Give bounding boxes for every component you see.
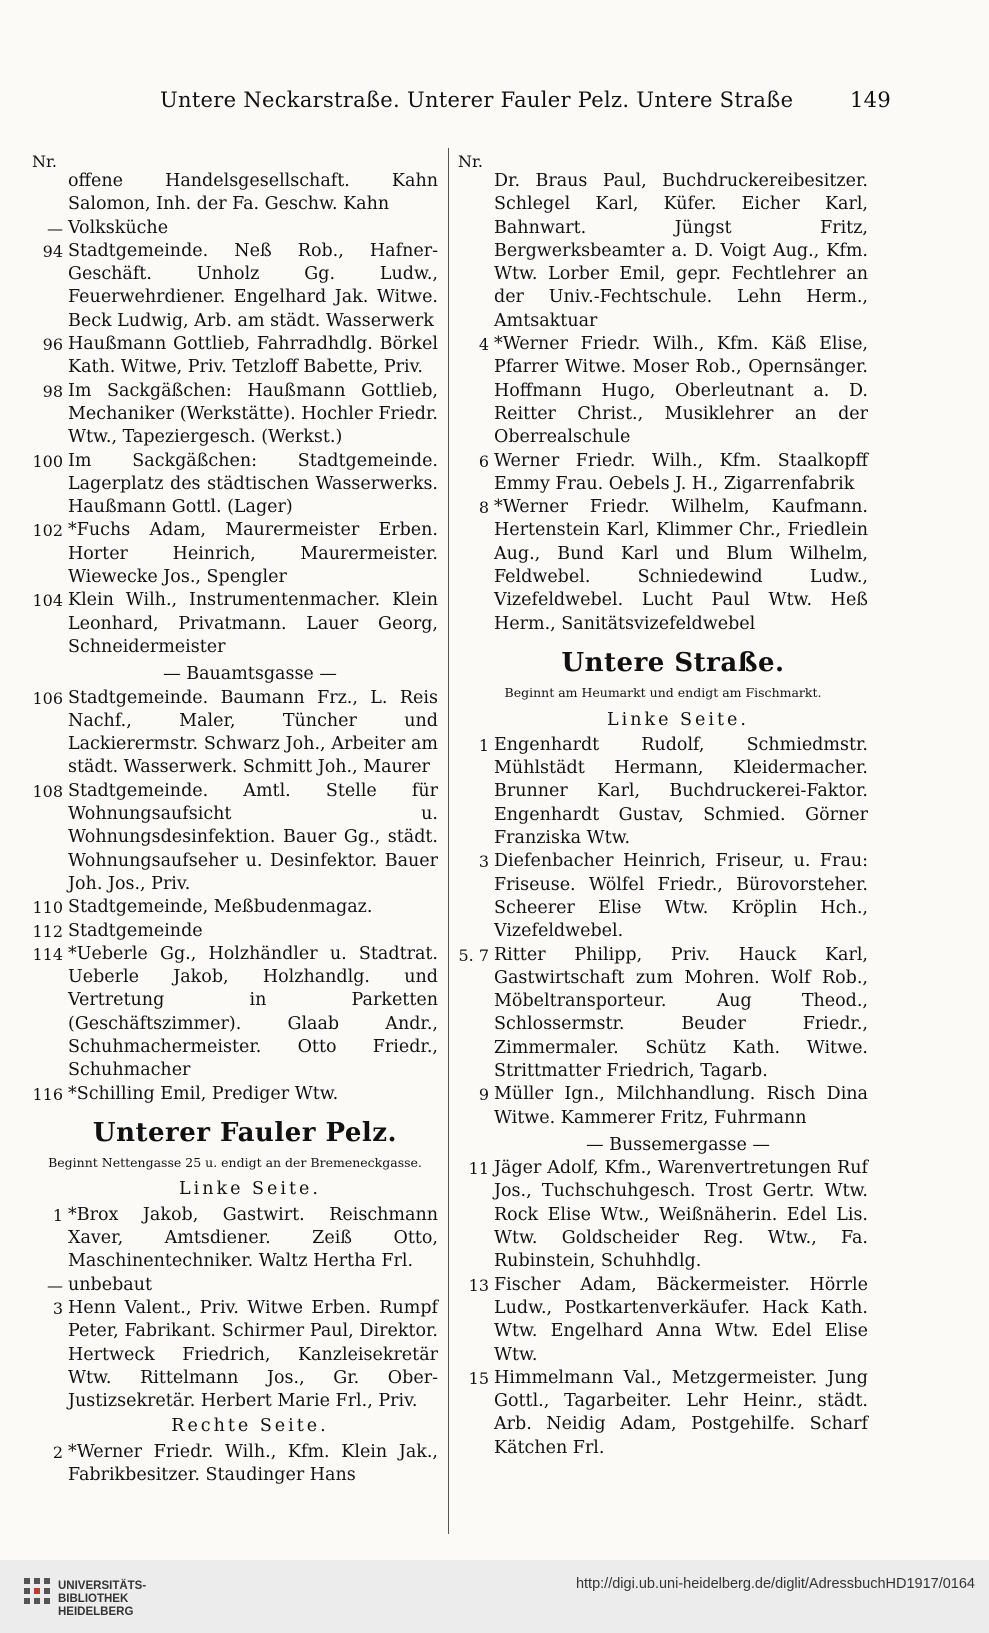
entry-text: Stadtgemeinde. Amtl. Stelle für Wohnungsaufsicht u. Wohnungsdesinfektion. Bauer Gg., städt. Wohnungsaufseher u. Desinfektor. Bauer Joh. Jos., Priv. [68, 780, 438, 894]
entry-text: unbebaut [68, 1274, 153, 1295]
address-entry [458, 944, 868, 1084]
address-entry [32, 780, 438, 896]
house-number: 3 [478, 852, 489, 872]
address-entry [458, 1083, 868, 1130]
entry-text: Stadtgemeinde [68, 920, 203, 941]
right-column [458, 150, 868, 1460]
entry-text: *Werner Friedr. Wilhelm, Kaufmann. Hertenstein Karl, Klimmer Chr., Friedlein Aug., Bund Karl und Blum Wilhelm, Feldwebel. Schniedewind Ludw., Vizefeldwebel. Lucht Paul Wtw. Heß Herm., Sanitätsvizefeldwebel [494, 497, 868, 634]
entry-text: Jäger Adolf, Kfm., Warenvertretungen Ruf Jos., Tuchschuhgesch. Trost Gertr. Wtw. Rock Elise Wtw., Weißnäherin. Edel Lis. Wtw. Goldscheider Reg. Wtw., Fa. Rubinstein, Schuhhdlg. [494, 1158, 868, 1272]
entry-text: Himmelmann Val., Metzgermeister. Jung Gottl., Tagarbeiter. Lehr Heinr., städt. Arb. Neidig Adam, Postgehilfe. Scharf Kätchen Frl. [494, 1367, 868, 1458]
entry-text: Engenhardt Rudolf, Schmiedmstr. Mühlstädt Hermann, Kleidermacher. Brunner Karl, Buchdruckerei-Faktor. Engenhardt Gustav, Schmied. Görner Franziska Wtw. [494, 734, 868, 849]
entry-text: Klein Wilh., Instrumentenmacher. Klein Leonhard, Privatmann. Lauer Georg, Schneidermeister [68, 590, 438, 657]
entry-list [458, 734, 868, 1130]
address-entry [32, 943, 438, 1083]
house-number: 112 [32, 921, 63, 941]
address-entry [458, 1367, 868, 1460]
entry-text: Im Sackgäßchen: Haußmann Gottlieb, Mechaniker (Werkstätte). Hochler Friedr. Wtw., Tapeziergesch. (Werkst.) [68, 380, 438, 448]
library-name-line: HEIDELBERG [58, 1606, 134, 1618]
section-title: Unterer Fauler Pelz. [92, 1117, 398, 1148]
house-number: 106 [32, 688, 63, 708]
street-separator: — Bauamtsgasse — [163, 664, 337, 685]
house-number: 13 [468, 1275, 489, 1295]
house-number: 102 [32, 521, 63, 541]
entry-text: *Schilling Emil, Prediger Wtw. [68, 1083, 339, 1104]
address-entry [458, 850, 868, 943]
entry-list [32, 687, 438, 1106]
library-name-line: UNIVERSITÄTS- [58, 1580, 147, 1592]
house-number: 116 [32, 1084, 63, 1104]
house-number: 3 [52, 1298, 63, 1318]
entry-list [458, 1157, 868, 1460]
library-name-line: BIBLIOTHEK [58, 1593, 129, 1605]
address-entry [458, 734, 868, 850]
entry-text: *Werner Friedr. Wilh., Kfm. Klein Jak., Fabrikbesitzer. Staudinger Hans [68, 1441, 438, 1486]
entry-text: Fischer Adam, Bäckermeister. Hörrle Ludw., Postkartenverkäufer. Hack Kath. Wtw. Engelhard Anna Wtw. Edel Elise Wtw. [494, 1274, 868, 1365]
address-entry [32, 170, 438, 217]
address-entry [32, 450, 438, 520]
house-number: 9 [478, 1085, 489, 1105]
address-entry [458, 496, 868, 636]
address-entry [32, 519, 438, 589]
entry-text: *Fuchs Adam, Maurermeister Erben. Horter Heinrich, Maurermeister. Wiewecke Jos., Spengler [68, 520, 438, 588]
entry-text: Dr. Braus Paul, Buchdruckereibesitzer. Schlegel Karl, Küfer. Eicher Karl, Bahnwart. Jüngst Fritz, Bergwerksbeamter a. D. Voigt Aug., Kfm. Wtw. Lorber Emil, gepr. Fechtlehrer an der Univ.-Fechtschule. Lehn Herm., Amtsaktuar [494, 171, 868, 331]
entry-text: *Ueberle Gg., Holzhändler u. Stadtrat. Ueberle Jakob, Holzhandlg. und Vertretung in Parketten (Geschäftszimmer). Glaab Andr., Schuhmachermeister. Otto Friedr., Schuhmacher [68, 943, 438, 1081]
house-number [458, 170, 494, 333]
section-description: Beginnt Nettengasse 25 u. endigt an der Bremeneckgasse. [48, 1155, 422, 1171]
street-separator: — Bussemergasse — [586, 1134, 770, 1155]
left-column [32, 150, 438, 1487]
address-entry [32, 217, 438, 240]
address-entry [32, 1274, 438, 1297]
section-title: Untere Straße. [561, 647, 785, 678]
address-entry [458, 170, 868, 333]
library-logo-icon [22, 1574, 52, 1616]
address-entry [458, 450, 868, 497]
library-name [58, 1580, 146, 1619]
side-label-left: Linke Seite. [607, 709, 749, 730]
house-number: 5. 7 [458, 945, 489, 965]
entry-text: Im Sackgäßchen: Stadtgemeinde. Lagerplatz des städtischen Wasserwerks. Haußmann Gottl. (Lager) [68, 450, 438, 518]
house-number: 4 [478, 335, 489, 355]
house-number: — [47, 1275, 63, 1295]
address-entry [458, 1274, 868, 1367]
address-entry [32, 1297, 438, 1413]
house-number: 110 [32, 898, 63, 918]
address-entry [32, 687, 438, 780]
entry-text: Haußmann Gottlieb, Fahrradhdlg. Börkel Kath. Witwe, Priv. Tetzloff Babette, Priv. [68, 334, 438, 378]
entry-text: Stadtgemeinde. Baumann Frz., L. Reis Nachf., Maler, Tüncher und Lackierermstr. Schwarz Joh., Arbeiter am städt. Wasserwerk. Schmitt Joh., Maurer [68, 687, 438, 778]
entry-list [32, 170, 438, 659]
address-entry [32, 920, 438, 943]
address-entry [32, 1204, 438, 1274]
address-entry [32, 333, 438, 380]
house-number: 15 [468, 1368, 489, 1388]
house-number: 114 [32, 944, 63, 964]
house-number: — [47, 218, 63, 238]
entry-text: Stadtgemeinde, Meßbudenmagaz. [68, 897, 373, 918]
address-entry [458, 333, 868, 449]
address-entry [32, 896, 438, 919]
entry-text: *Werner Friedr. Wilh., Kfm. Käß Elise, Pfarrer Witwe. Moser Rob., Opernsänger. Hoffmann Hugo, Oberleutnant a. D. Reitter Christ., Musiklehrer an der Oberrealschule [494, 334, 868, 448]
address-entry [32, 589, 438, 659]
nr-label: Nr. [458, 152, 483, 171]
house-number: 1 [478, 735, 489, 755]
address-entry [32, 1083, 438, 1106]
house-number: 2 [52, 1442, 63, 1462]
nr-label: Nr. [32, 152, 57, 171]
entry-text: Stadtgemeinde. Neß Rob., Hafner-Geschäft. Unholz Gg. Ludw., Feuerwehrdiener. Engelhard Jak. Witwe. Beck Ludwig, Arb. am städt. Wasserwerk [68, 240, 438, 331]
house-number: 98 [42, 381, 63, 401]
side-label-right: Rechte Seite. [171, 1416, 329, 1437]
house-number: 108 [32, 781, 63, 801]
address-entry [32, 240, 438, 333]
side-label-left: Linke Seite. [179, 1179, 321, 1200]
entry-text: Ritter Philipp, Priv. Hauck Karl, Gastwirtschaft zum Mohren. Wolf Rob., Möbeltransporteur. Aug Theod., Schlossermstr. Beuder Friedr., Zimmermaler. Schütz Kath. Witwe. Strittmatter Friedrich, Tagarb. [494, 944, 868, 1081]
entry-text: Diefenbacher Heinrich, Friseur, u. Frau: Friseuse. Wölfel Friedr., Bürovorsteher. Scheerer Elise Wtw. Kröplin Hch., Vizefeldwebel. [494, 851, 868, 942]
entry-text: Werner Friedr. Wilh., Kfm. Staalkopff Emmy Frau. Oebels J. H., Zigarrenfabrik [494, 450, 868, 494]
address-entry [32, 380, 438, 450]
house-number: 94 [42, 241, 63, 261]
entry-text: Volksküche [68, 217, 169, 238]
entry-text: Müller Ign., Milchhandlung. Risch Dina Witwe. Kammerer Fritz, Fuhrmann [494, 1084, 868, 1128]
house-number: 11 [468, 1159, 489, 1179]
house-number: 96 [42, 335, 63, 355]
entry-text: offene Handelsgesellschaft. Kahn Salomon, Inh. der Fa. Geschw. Kahn [68, 171, 438, 215]
address-entry [458, 1157, 868, 1273]
address-entry [32, 1441, 438, 1488]
section-description: Beginnt am Heumarkt und endigt am Fischmarkt. [504, 685, 822, 701]
entry-list [458, 170, 868, 636]
column-divider [448, 148, 449, 1534]
entry-text: *Brox Jakob, Gastwirt. Reischmann Xaver, Amtsdiener. Zeiß Otto, Maschinentechniker. Waltz Hertha Frl. [68, 1204, 438, 1272]
entry-text: Henn Valent., Priv. Witwe Erben. Rumpf Peter, Fabrikant. Schirmer Paul, Direktor. Hertweck Friedrich, Kanzleisekretär Wtw. Rittelmann Jos., Gr. Ober-Justizsekretär. Herbert Marie Frl., Priv. [68, 1297, 438, 1412]
entry-list [32, 1204, 438, 1414]
entry-list [32, 1441, 438, 1488]
house-number: 104 [32, 591, 63, 611]
footer-bar [0, 1560, 989, 1633]
house-number: 8 [478, 498, 489, 518]
source-url-link[interactable]: http://digi.ub.uni-heidelberg.de/diglit/AdressbuchHD1917/0164 [575, 1576, 975, 1592]
house-number: 1 [52, 1205, 63, 1225]
page-number: 149 [850, 88, 891, 112]
house-number: 100 [32, 451, 63, 471]
house-number [32, 170, 68, 217]
header-title: Untere Neckarstraße. Unterer Fauler Pelz. Untere Straße [160, 88, 794, 112]
house-number: 6 [478, 451, 489, 471]
